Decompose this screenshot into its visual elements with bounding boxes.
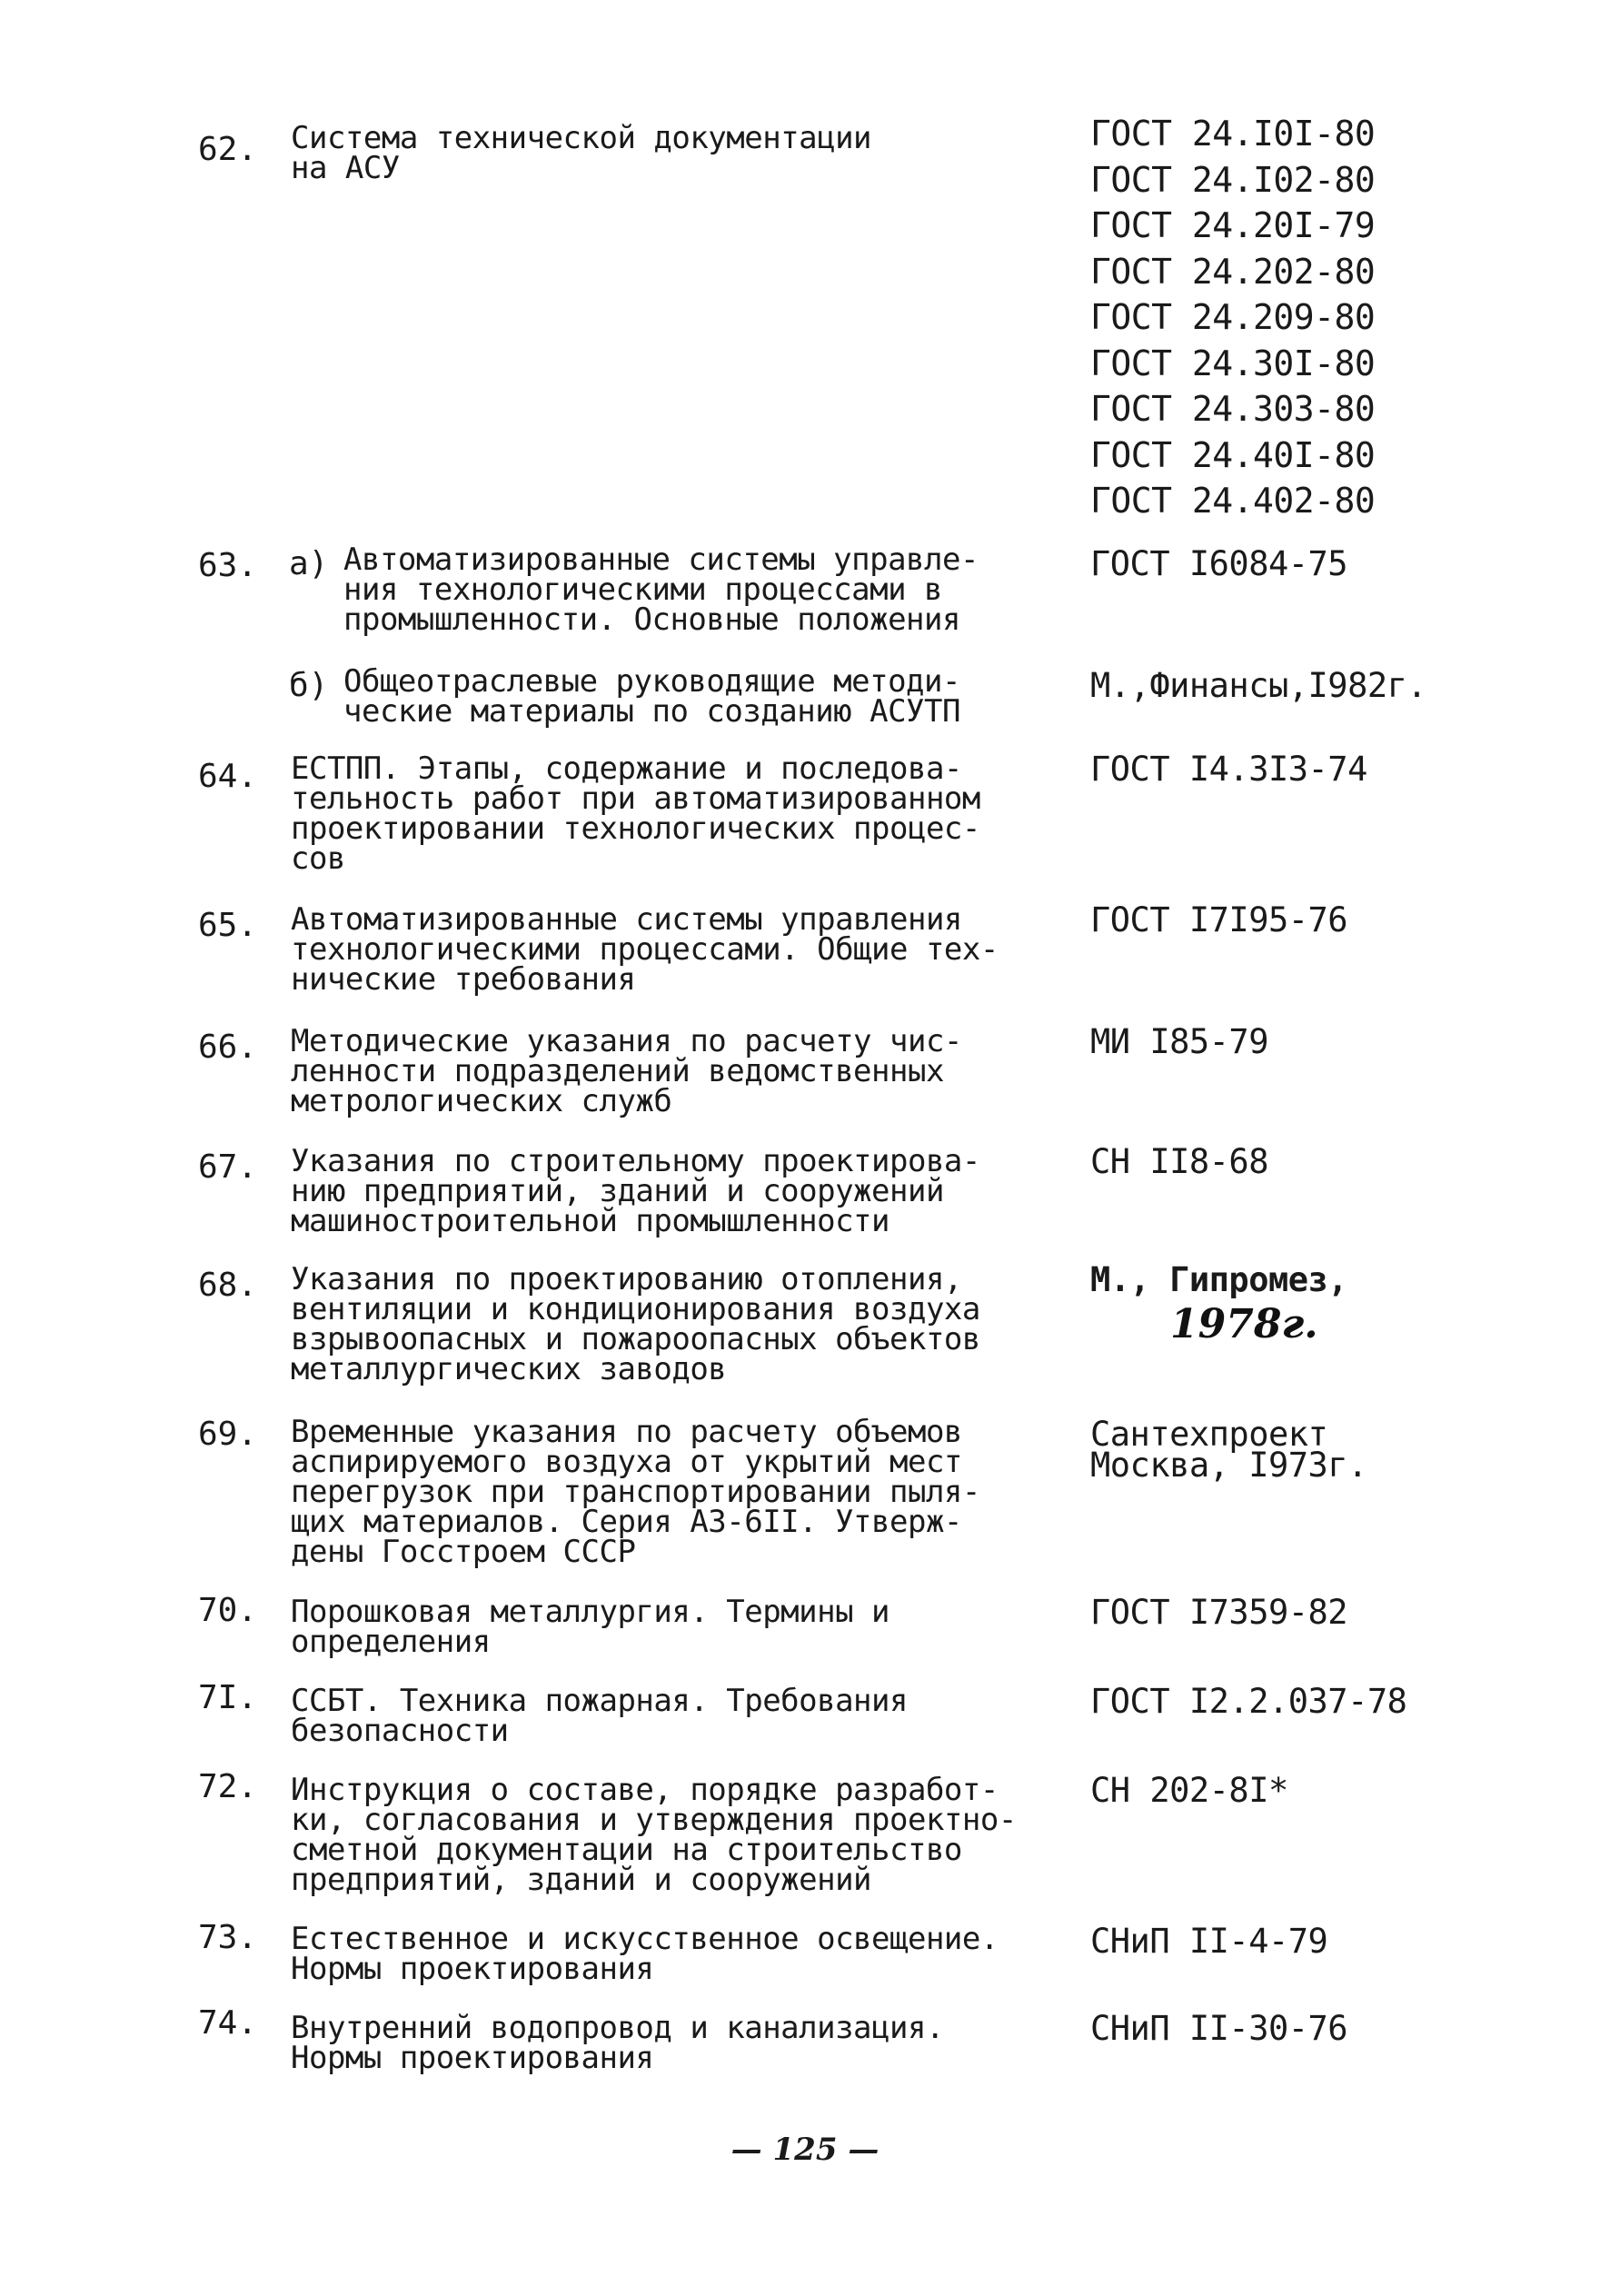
entry-sub-label: а) <box>289 545 329 582</box>
entry-number: 74. <box>198 2004 258 2042</box>
entry-ref: ГОСТ I7I95-76 <box>1090 900 1348 939</box>
entry-ref: М.,Финансы,I982г. <box>1090 666 1427 705</box>
entry-ref: ГОСТ I6084-75 <box>1090 544 1348 583</box>
entry-ref: ГОСТ I2.2.037-78 <box>1090 1682 1407 1721</box>
entry-ref: М., Гипромез, <box>1090 1260 1348 1299</box>
entry-title: Инструкция о составе, порядке разработ- ки, согласования и утверждения проектно- сметной документации на строительство предприятий, зданий и сооружений <box>291 1772 1017 1898</box>
entry-title: ЕСТПП. Этапы, содержание и последова- тельность работ при автоматизированном проектировании технологических процес- сов <box>291 750 980 877</box>
entry-number: 73. <box>198 1919 258 1956</box>
entry-ref: СН 202-8I* <box>1090 1771 1288 1810</box>
entry-ref: ГОСТ 24.40I-80 <box>1090 434 1376 475</box>
entry-ref: ГОСТ 24.209-80 <box>1090 297 1376 337</box>
entry-number: 70. <box>198 1592 258 1629</box>
entry-title: Порошковая металлургия. Термины и определения <box>291 1594 890 1660</box>
entry-title: Временные указания по расчету объемов аспирируемого воздуха от укрытий мест перегрузок при транспортировании пыля- щих материалов. Серия А3-6II. Утверж- дены Госстроем СССР <box>291 1414 980 1570</box>
entry-number: 62. <box>198 131 258 168</box>
entry-title: Указания по проектированию отопления, вентиляции и кондиционирования воздуха взрывоопасных и пожароопасных объектов металлургических заводов <box>291 1261 980 1387</box>
entry-sub-label: б) <box>289 667 329 704</box>
entry-title: ССБТ. Техника пожарная. Требования безопасности <box>291 1683 908 1749</box>
entry-ref: СНиП II-4-79 <box>1090 1922 1328 1961</box>
entry-number: 66. <box>198 1029 258 1066</box>
handwritten-year: 1978г. <box>1170 1301 1318 1347</box>
page-number: — 125 — <box>730 2132 880 2168</box>
entry-number: 67. <box>198 1148 258 1186</box>
entry-number: 72. <box>198 1768 258 1805</box>
entry-number: 64. <box>198 758 258 795</box>
entry-ref: Сантехпроект Москва, I973г. <box>1090 1415 1367 1485</box>
entry-ref: СНиП II-30-76 <box>1090 2009 1348 2048</box>
entry-ref: ГОСТ 24.402-80 <box>1090 481 1376 521</box>
entry-number: 7I. <box>198 1679 258 1716</box>
entry-title: Естественное и искусственное освещение. Нормы проектирования <box>291 1921 999 1987</box>
entry-ref: ГОСТ 24.30I-80 <box>1090 343 1376 383</box>
entry-number: 65. <box>198 907 258 944</box>
entry-ref: ГОСТ 24.202-80 <box>1090 251 1376 292</box>
entry-ref: ГОСТ I7359-82 <box>1090 1593 1348 1632</box>
entry-number: 63. <box>198 547 258 584</box>
entry-sub-title: Автоматизированные системы управле- ния технологическими процессами в промышленности. Основные положения <box>343 542 979 638</box>
entry-title: Указания по строительному проектирова- нию предприятий, зданий и сооружений машиностроительной промышленности <box>291 1143 980 1239</box>
entry-ref: ГОСТ 24.20I-79 <box>1090 205 1376 245</box>
entry-number: 69. <box>198 1416 258 1453</box>
entry-ref: ГОСТ 24.303-80 <box>1090 389 1376 429</box>
entry-ref: ГОСТ 24.I02-80 <box>1090 159 1376 200</box>
entry-title: Автоматизированные системы управления технологическими процессами. Общие тех- нические требования <box>291 901 999 998</box>
entry-title: Внутренний водопровод и канализация. Нормы проектирования <box>291 2010 944 2076</box>
entry-number: 68. <box>198 1267 258 1304</box>
entry-refs-list <box>1090 114 1376 532</box>
entry-title: Система технической документации на АСУ <box>291 120 872 186</box>
entry-sub-title: Общеотраслевые руководящие методи- ческие материалы по созданию АСУТП <box>343 663 960 730</box>
entry-ref: ГОСТ 24.I0I-80 <box>1090 114 1376 154</box>
entry-title: Методические указания по расчету чис- ленности подразделений ведомственных метрологических служб <box>291 1023 962 1119</box>
entry-ref: ГОСТ I4.3I3-74 <box>1090 750 1367 789</box>
entry-ref: МИ I85-79 <box>1090 1022 1268 1061</box>
entry-ref: СН II8-68 <box>1090 1142 1268 1181</box>
